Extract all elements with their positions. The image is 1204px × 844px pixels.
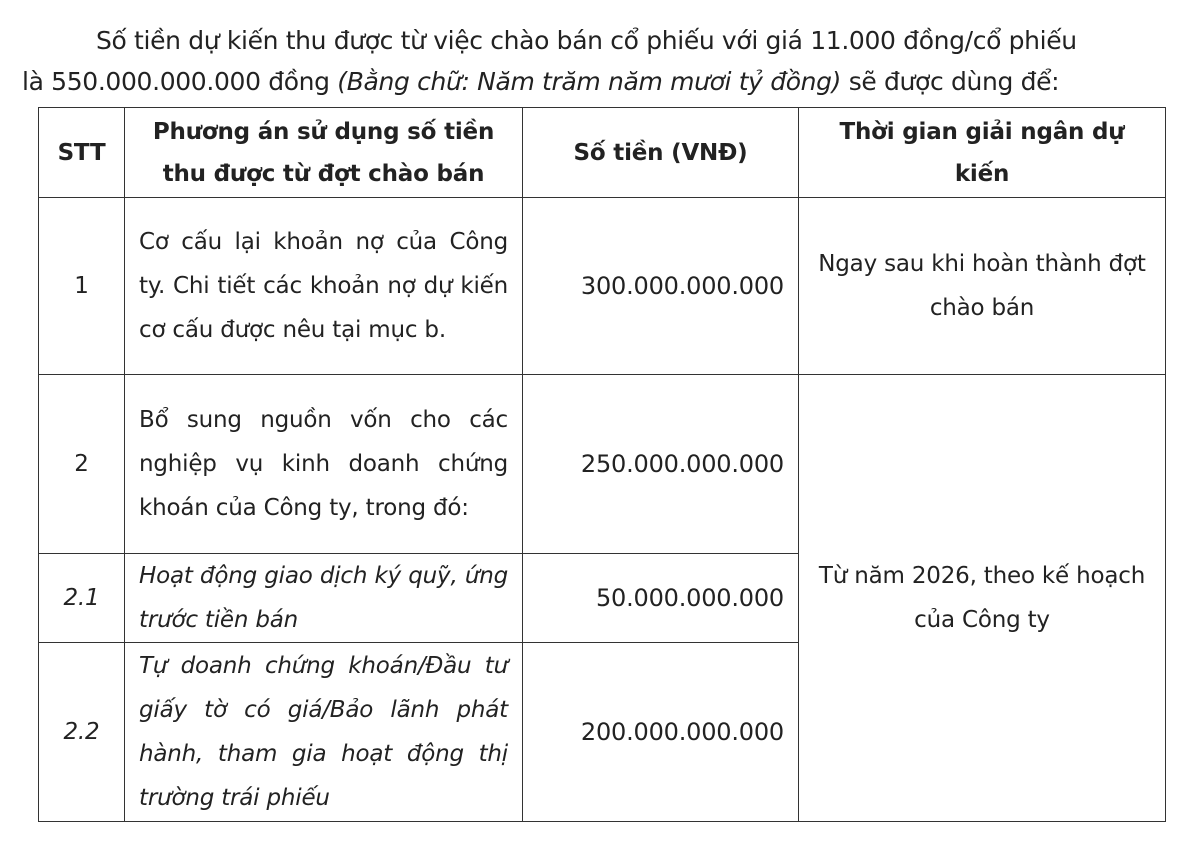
intro-line-2 [22,63,1059,101]
intro-purpose-text: sẽ được dùng để: [841,67,1060,96]
row-time: Ngay sau khi hoàn thành đợt chào bán [799,198,1166,375]
row-amount: 50.000.000.000 [523,554,799,643]
row-amount: 250.000.000.000 [523,375,799,554]
row-time: Từ năm 2026, theo kế hoạch của Công ty [799,375,1166,822]
header-stt: STT [39,108,125,198]
table-row [39,198,1166,375]
header-plan: Phương án sử dụng số tiền thu được từ đợt chào bán [125,108,523,198]
row-amount: 300.000.000.000 [523,198,799,375]
intro-amount-in-words: (Bằng chữ: Năm trăm năm mươi tỷ đồng) [337,67,842,96]
row-stt: 1 [39,198,125,375]
row-plan: Tự doanh chứng khoán/Đầu tư giấy tờ có giá/Bảo lãnh phát hành, tham gia hoạt động thị trường trái phiếu [125,643,523,822]
row-plan: Cơ cấu lại khoản nợ của Công ty. Chi tiết các khoản nợ dự kiến cơ cấu được nêu tại mục b. [125,198,523,375]
row-plan: Hoạt động giao dịch ký quỹ, ứng trước tiền bán [125,554,523,643]
row-stt: 2.1 [39,554,125,643]
row-stt: 2 [39,375,125,554]
intro-line-1: Số tiền dự kiến thu được từ việc chào bán cổ phiếu với giá 11.000 đồng/cổ phiếu [96,26,1077,55]
row-amount: 200.000.000.000 [523,643,799,822]
row-stt: 2.2 [39,643,125,822]
header-amount: Số tiền (VNĐ) [523,108,799,198]
table-row [39,375,1166,554]
header-time: Thời gian giải ngân dự kiến [799,108,1166,198]
table-header-row [39,108,1166,198]
proceeds-usage-table [38,107,1166,822]
row-plan: Bổ sung nguồn vốn cho các nghiệp vụ kinh doanh chứng khoán của Công ty, trong đó: [125,375,523,554]
intro-amount-text: là 550.000.000.000 đồng [22,67,338,96]
